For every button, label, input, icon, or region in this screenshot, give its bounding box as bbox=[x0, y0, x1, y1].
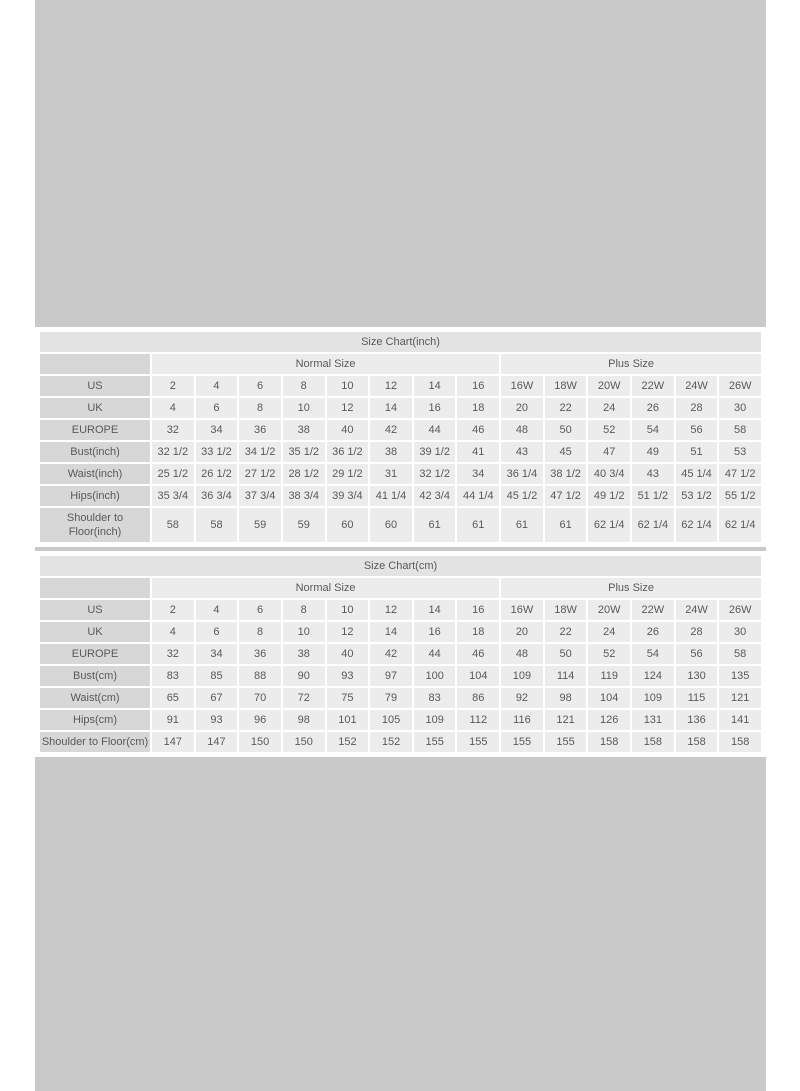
size-cell: 36 1/4 bbox=[501, 464, 543, 484]
size-cell: 98 bbox=[545, 688, 587, 708]
size-cell: 147 bbox=[152, 732, 194, 752]
size-cell: 96 bbox=[239, 710, 281, 730]
size-cell: 14 bbox=[414, 600, 456, 620]
size-cell: 115 bbox=[676, 688, 718, 708]
size-cell: 58 bbox=[196, 508, 238, 542]
size-cell: 52 bbox=[588, 420, 630, 440]
size-cell: 24W bbox=[676, 600, 718, 620]
size-cell: 36 bbox=[239, 420, 281, 440]
size-cell: 35 3/4 bbox=[152, 486, 194, 506]
table-row bbox=[40, 732, 761, 752]
group-header-spacer bbox=[40, 354, 150, 374]
size-cell: 45 1/2 bbox=[501, 486, 543, 506]
size-cell: 6 bbox=[196, 622, 238, 642]
size-cell: 45 bbox=[545, 442, 587, 462]
size-cell: 62 1/4 bbox=[676, 508, 718, 542]
size-cell: 25 1/2 bbox=[152, 464, 194, 484]
size-cell: 8 bbox=[283, 376, 325, 396]
size-cell: 49 bbox=[632, 442, 674, 462]
size-cell: 29 1/2 bbox=[327, 464, 369, 484]
size-cell: 158 bbox=[588, 732, 630, 752]
size-cell: 14 bbox=[414, 376, 456, 396]
row-label: Waist(inch) bbox=[40, 464, 150, 484]
size-cell: 152 bbox=[327, 732, 369, 752]
size-cell: 141 bbox=[719, 710, 761, 730]
size-cell: 58 bbox=[719, 644, 761, 664]
size-cell: 42 3/4 bbox=[414, 486, 456, 506]
size-cell: 35 1/2 bbox=[283, 442, 325, 462]
size-cell: 152 bbox=[370, 732, 412, 752]
size-cell: 8 bbox=[283, 600, 325, 620]
size-cell: 109 bbox=[632, 688, 674, 708]
table-title: Size Chart(inch) bbox=[40, 332, 761, 352]
table-row bbox=[40, 644, 761, 664]
size-cell: 135 bbox=[719, 666, 761, 686]
table-row bbox=[40, 486, 761, 506]
size-cell: 98 bbox=[283, 710, 325, 730]
size-cell: 39 1/2 bbox=[414, 442, 456, 462]
size-cell: 28 bbox=[676, 622, 718, 642]
size-cell: 22 bbox=[545, 398, 587, 418]
size-cell: 91 bbox=[152, 710, 194, 730]
size-cell: 16W bbox=[501, 376, 543, 396]
size-cell: 46 bbox=[457, 420, 499, 440]
size-cell: 10 bbox=[327, 376, 369, 396]
size-cell: 101 bbox=[327, 710, 369, 730]
row-label: UK bbox=[40, 398, 150, 418]
size-cell: 114 bbox=[545, 666, 587, 686]
table-row bbox=[40, 600, 761, 620]
size-cell: 45 1/4 bbox=[676, 464, 718, 484]
size-cell: 38 bbox=[283, 644, 325, 664]
size-cell: 32 bbox=[152, 644, 194, 664]
table-title-row bbox=[40, 332, 761, 352]
size-cell: 150 bbox=[283, 732, 325, 752]
size-cell: 16W bbox=[501, 600, 543, 620]
size-cell: 34 1/2 bbox=[239, 442, 281, 462]
size-cell: 33 1/2 bbox=[196, 442, 238, 462]
size-cell: 86 bbox=[457, 688, 499, 708]
size-cell: 20 bbox=[501, 398, 543, 418]
row-label: Hips(cm) bbox=[40, 710, 150, 730]
size-cell: 52 bbox=[588, 644, 630, 664]
size-cell: 97 bbox=[370, 666, 412, 686]
row-label: Bust(cm) bbox=[40, 666, 150, 686]
size-cell: 41 bbox=[457, 442, 499, 462]
size-cell: 4 bbox=[196, 376, 238, 396]
size-cell: 104 bbox=[588, 688, 630, 708]
column-group-row bbox=[40, 578, 761, 598]
size-cell: 16 bbox=[457, 376, 499, 396]
gray-canvas bbox=[35, 0, 766, 1091]
size-cell: 47 1/2 bbox=[719, 464, 761, 484]
size-cell: 22 bbox=[545, 622, 587, 642]
column-group-header: Normal Size bbox=[152, 578, 499, 598]
table-row bbox=[40, 688, 761, 708]
size-cell: 42 bbox=[370, 644, 412, 664]
row-label: EUROPE bbox=[40, 644, 150, 664]
size-cell: 40 bbox=[327, 644, 369, 664]
size-cell: 130 bbox=[676, 666, 718, 686]
column-group-header: Normal Size bbox=[152, 354, 499, 374]
table-row bbox=[40, 622, 761, 642]
size-cell: 24 bbox=[588, 622, 630, 642]
row-label: UK bbox=[40, 622, 150, 642]
size-cell: 36 1/2 bbox=[327, 442, 369, 462]
size-cell: 58 bbox=[152, 508, 194, 542]
size-cell: 14 bbox=[370, 622, 412, 642]
size-cell: 10 bbox=[283, 398, 325, 418]
size-cell: 26W bbox=[719, 376, 761, 396]
group-header-spacer bbox=[40, 578, 150, 598]
size-cell: 93 bbox=[196, 710, 238, 730]
size-cell: 54 bbox=[632, 420, 674, 440]
size-cell: 155 bbox=[545, 732, 587, 752]
size-cell: 31 bbox=[370, 464, 412, 484]
size-cell: 2 bbox=[152, 376, 194, 396]
table-row bbox=[40, 442, 761, 462]
size-cell: 85 bbox=[196, 666, 238, 686]
table-row bbox=[40, 710, 761, 730]
size-cell: 65 bbox=[152, 688, 194, 708]
size-cell: 12 bbox=[370, 600, 412, 620]
size-cell: 46 bbox=[457, 644, 499, 664]
size-cell: 41 1/4 bbox=[370, 486, 412, 506]
size-cell: 26 bbox=[632, 622, 674, 642]
size-cell: 155 bbox=[414, 732, 456, 752]
size-cell: 44 1/4 bbox=[457, 486, 499, 506]
size-cell: 121 bbox=[719, 688, 761, 708]
size-cell: 126 bbox=[588, 710, 630, 730]
size-cell: 30 bbox=[719, 622, 761, 642]
size-cell: 61 bbox=[501, 508, 543, 542]
size-cell: 62 1/4 bbox=[632, 508, 674, 542]
size-chart-inch-table bbox=[38, 330, 763, 544]
size-cell: 59 bbox=[239, 508, 281, 542]
size-cell: 16 bbox=[414, 622, 456, 642]
table-row bbox=[40, 398, 761, 418]
row-label: Bust(inch) bbox=[40, 442, 150, 462]
size-cell: 10 bbox=[283, 622, 325, 642]
size-cell: 18 bbox=[457, 398, 499, 418]
size-chart-cm-table bbox=[38, 554, 763, 754]
table-title: Size Chart(cm) bbox=[40, 556, 761, 576]
size-cell: 39 3/4 bbox=[327, 486, 369, 506]
table-row bbox=[40, 420, 761, 440]
size-cell: 2 bbox=[152, 600, 194, 620]
row-label: Waist(cm) bbox=[40, 688, 150, 708]
size-cell: 75 bbox=[327, 688, 369, 708]
size-cell: 112 bbox=[457, 710, 499, 730]
size-cell: 36 bbox=[239, 644, 281, 664]
size-cell: 40 3/4 bbox=[588, 464, 630, 484]
size-cell: 20W bbox=[588, 376, 630, 396]
row-label: Shoulder to Floor(cm) bbox=[40, 732, 150, 752]
size-cell: 158 bbox=[632, 732, 674, 752]
size-cell: 12 bbox=[370, 376, 412, 396]
column-group-header: Plus Size bbox=[501, 354, 761, 374]
size-cell: 32 1/2 bbox=[414, 464, 456, 484]
row-label: US bbox=[40, 600, 150, 620]
size-cell: 6 bbox=[239, 600, 281, 620]
size-cell: 51 1/2 bbox=[632, 486, 674, 506]
size-cell: 38 3/4 bbox=[283, 486, 325, 506]
size-cell: 14 bbox=[370, 398, 412, 418]
size-cell: 26 bbox=[632, 398, 674, 418]
row-label: US bbox=[40, 376, 150, 396]
size-cell: 61 bbox=[545, 508, 587, 542]
size-cell: 16 bbox=[457, 600, 499, 620]
size-cell: 27 1/2 bbox=[239, 464, 281, 484]
size-cell: 38 bbox=[370, 442, 412, 462]
size-cell: 147 bbox=[196, 732, 238, 752]
size-cell: 61 bbox=[414, 508, 456, 542]
size-cell: 109 bbox=[501, 666, 543, 686]
size-cell: 38 1/2 bbox=[545, 464, 587, 484]
size-cell: 50 bbox=[545, 420, 587, 440]
size-cell: 44 bbox=[414, 644, 456, 664]
size-cell: 109 bbox=[414, 710, 456, 730]
size-cell: 79 bbox=[370, 688, 412, 708]
size-cell: 32 bbox=[152, 420, 194, 440]
size-cell: 67 bbox=[196, 688, 238, 708]
size-chart-inch-panel bbox=[35, 327, 766, 547]
size-cell: 8 bbox=[239, 622, 281, 642]
size-cell: 34 bbox=[196, 420, 238, 440]
row-label: Shoulder to Floor(inch) bbox=[40, 508, 150, 542]
size-cell: 83 bbox=[414, 688, 456, 708]
size-cell: 10 bbox=[327, 600, 369, 620]
size-cell: 104 bbox=[457, 666, 499, 686]
size-cell: 34 bbox=[196, 644, 238, 664]
size-cell: 26 1/2 bbox=[196, 464, 238, 484]
size-chart-cm-panel bbox=[35, 551, 766, 757]
size-cell: 56 bbox=[676, 420, 718, 440]
size-cell: 40 bbox=[327, 420, 369, 440]
size-cell: 59 bbox=[283, 508, 325, 542]
size-cell: 48 bbox=[501, 420, 543, 440]
size-cell: 42 bbox=[370, 420, 412, 440]
table-row bbox=[40, 508, 761, 542]
size-cell: 150 bbox=[239, 732, 281, 752]
size-cell: 38 bbox=[283, 420, 325, 440]
size-cell: 53 1/2 bbox=[676, 486, 718, 506]
size-cell: 121 bbox=[545, 710, 587, 730]
table-title-row bbox=[40, 556, 761, 576]
size-cell: 55 1/2 bbox=[719, 486, 761, 506]
size-cell: 60 bbox=[327, 508, 369, 542]
size-cell: 90 bbox=[283, 666, 325, 686]
size-cell: 32 1/2 bbox=[152, 442, 194, 462]
size-cell: 62 1/4 bbox=[588, 508, 630, 542]
size-cell: 119 bbox=[588, 666, 630, 686]
size-cell: 48 bbox=[501, 644, 543, 664]
column-group-header: Plus Size bbox=[501, 578, 761, 598]
size-cell: 158 bbox=[676, 732, 718, 752]
size-cell: 44 bbox=[414, 420, 456, 440]
size-cell: 36 3/4 bbox=[196, 486, 238, 506]
size-cell: 62 1/4 bbox=[719, 508, 761, 542]
size-cell: 47 1/2 bbox=[545, 486, 587, 506]
size-cell: 100 bbox=[414, 666, 456, 686]
size-cell: 8 bbox=[239, 398, 281, 418]
size-cell: 43 bbox=[632, 464, 674, 484]
size-cell: 20 bbox=[501, 622, 543, 642]
table-row bbox=[40, 666, 761, 686]
size-cell: 58 bbox=[719, 420, 761, 440]
size-cell: 105 bbox=[370, 710, 412, 730]
size-cell: 43 bbox=[501, 442, 543, 462]
size-cell: 51 bbox=[676, 442, 718, 462]
size-cell: 30 bbox=[719, 398, 761, 418]
size-cell: 47 bbox=[588, 442, 630, 462]
size-cell: 24W bbox=[676, 376, 718, 396]
column-group-row bbox=[40, 354, 761, 374]
size-cell: 37 3/4 bbox=[239, 486, 281, 506]
size-cell: 92 bbox=[501, 688, 543, 708]
size-cell: 88 bbox=[239, 666, 281, 686]
size-cell: 16 bbox=[414, 398, 456, 418]
size-cell: 6 bbox=[196, 398, 238, 418]
size-cell: 28 1/2 bbox=[283, 464, 325, 484]
size-cell: 56 bbox=[676, 644, 718, 664]
size-cell: 83 bbox=[152, 666, 194, 686]
table-row bbox=[40, 376, 761, 396]
size-cell: 136 bbox=[676, 710, 718, 730]
size-cell: 155 bbox=[457, 732, 499, 752]
size-cell: 22W bbox=[632, 376, 674, 396]
size-cell: 155 bbox=[501, 732, 543, 752]
size-cell: 54 bbox=[632, 644, 674, 664]
size-cell: 61 bbox=[457, 508, 499, 542]
size-cell: 20W bbox=[588, 600, 630, 620]
row-label: Hips(inch) bbox=[40, 486, 150, 506]
size-cell: 53 bbox=[719, 442, 761, 462]
table-row bbox=[40, 464, 761, 484]
size-cell: 12 bbox=[327, 622, 369, 642]
size-cell: 60 bbox=[370, 508, 412, 542]
size-cell: 4 bbox=[152, 398, 194, 418]
size-cell: 124 bbox=[632, 666, 674, 686]
size-cell: 50 bbox=[545, 644, 587, 664]
row-label: EUROPE bbox=[40, 420, 150, 440]
size-cell: 18W bbox=[545, 376, 587, 396]
size-cell: 24 bbox=[588, 398, 630, 418]
size-charts-container bbox=[35, 327, 766, 761]
size-cell: 49 1/2 bbox=[588, 486, 630, 506]
size-cell: 4 bbox=[152, 622, 194, 642]
size-cell: 28 bbox=[676, 398, 718, 418]
size-cell: 6 bbox=[239, 376, 281, 396]
size-cell: 131 bbox=[632, 710, 674, 730]
size-cell: 18 bbox=[457, 622, 499, 642]
size-cell: 70 bbox=[239, 688, 281, 708]
size-cell: 116 bbox=[501, 710, 543, 730]
size-cell: 18W bbox=[545, 600, 587, 620]
size-cell: 34 bbox=[457, 464, 499, 484]
size-cell: 72 bbox=[283, 688, 325, 708]
size-cell: 12 bbox=[327, 398, 369, 418]
size-cell: 22W bbox=[632, 600, 674, 620]
size-cell: 26W bbox=[719, 600, 761, 620]
size-cell: 93 bbox=[327, 666, 369, 686]
size-cell: 4 bbox=[196, 600, 238, 620]
size-cell: 158 bbox=[719, 732, 761, 752]
